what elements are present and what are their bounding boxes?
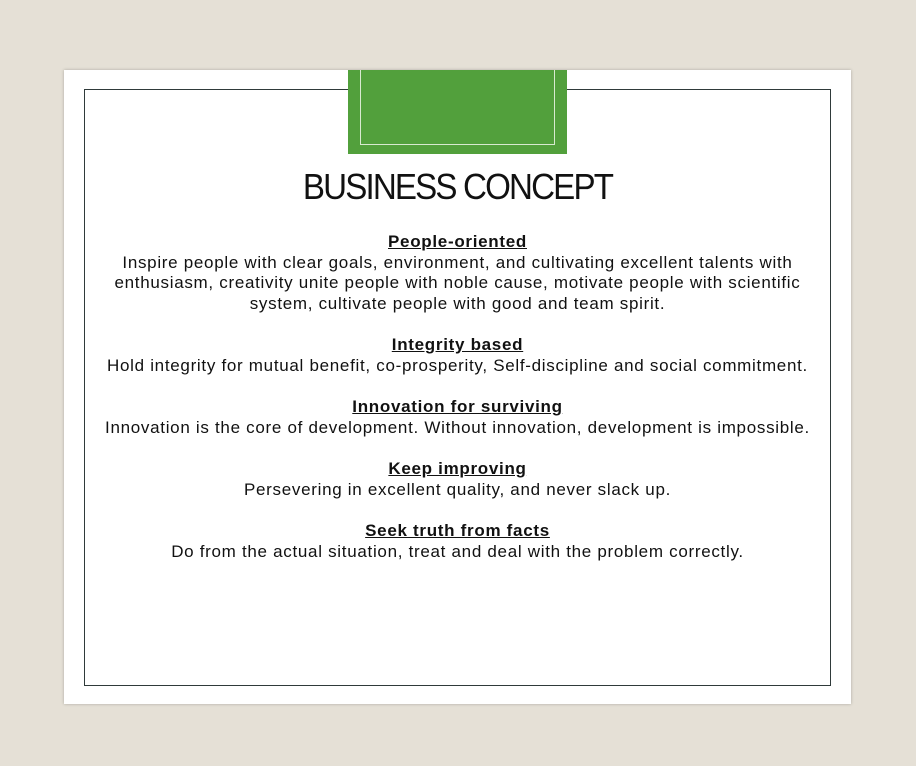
concept-section-integrity <box>104 335 811 376</box>
concept-heading: Integrity based <box>391 335 524 354</box>
concept-text: Inspire people with clear goals, environment, and cultivating excellent talents with enthusiasm, creativity unite people with noble cause, motivate people with scientific system, cultivate people with good and team spirit. <box>114 252 801 313</box>
concept-heading: Innovation for surviving <box>352 397 563 416</box>
concept-section-seek-truth <box>104 521 811 562</box>
concept-section-people-oriented <box>104 232 811 314</box>
concept-heading: Keep improving <box>388 459 527 478</box>
concept-list <box>104 232 811 583</box>
concept-section-innovation <box>104 397 811 438</box>
slide <box>64 70 851 704</box>
concept-heading: People-oriented <box>388 232 527 251</box>
concept-section-keep-improving <box>104 459 811 500</box>
accent-tab <box>348 70 567 154</box>
concept-text: Persevering in excellent quality, and never slack up. <box>243 479 672 499</box>
concept-text: Hold integrity for mutual benefit, co-prosperity, Self-discipline and social commitment. <box>107 355 808 375</box>
concept-text: Innovation is the core of development. Without innovation, development is impossible. <box>105 417 810 437</box>
accent-tab-inner-border <box>360 70 555 145</box>
concept-text: Do from the actual situation, treat and deal with the problem correctly. <box>171 541 744 561</box>
concept-heading: Seek truth from facts <box>365 521 550 540</box>
slide-title: BUSINESS CONCEPT <box>302 166 613 207</box>
